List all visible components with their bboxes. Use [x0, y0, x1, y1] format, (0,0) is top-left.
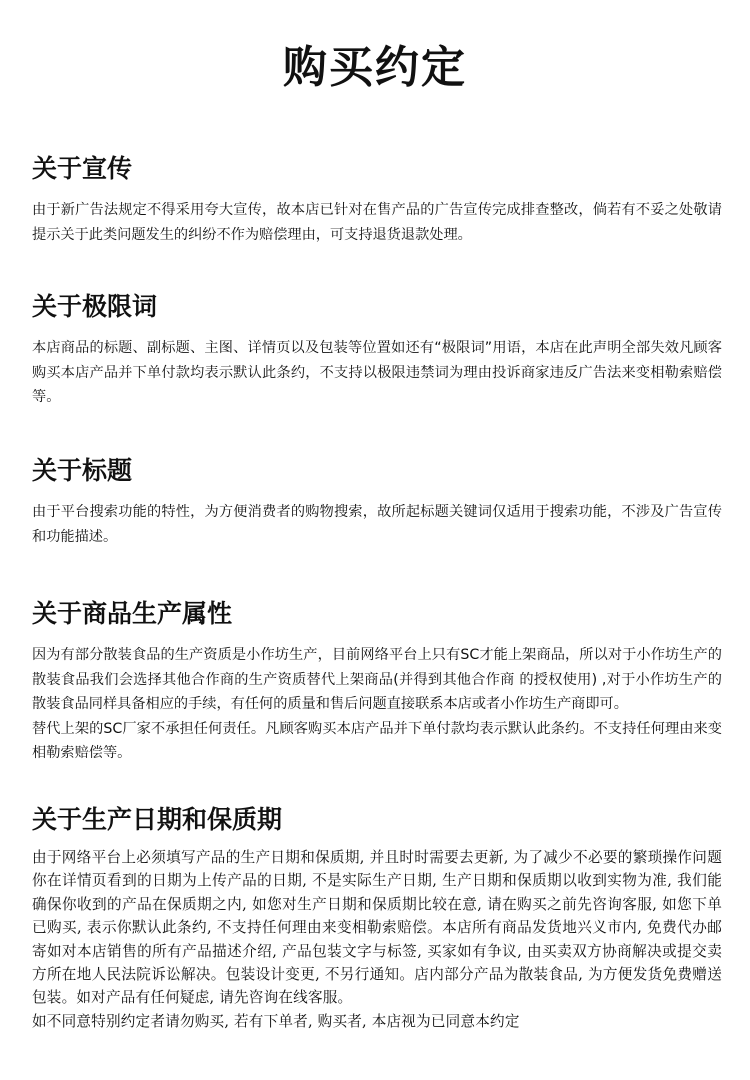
- section-production-date-shelf-life: [32, 803, 722, 1033]
- section-heading: 关于商品生产属性: [32, 599, 233, 628]
- section-body: [32, 846, 722, 1033]
- paragraph: 本店商品的标题、副标题、主图、详情页以及包装等位置如还有“极限词”用语，本店在此声明全部失效凡顾客购买本店产品并下单付款均表示默认此条约，不支持以极限违禁词为理由投诉商家违反广告法来变相勒索赔偿等。: [32, 340, 722, 405]
- paragraph: 由于平台搜索功能的特性，为方便消费者的购物搜索，故所起标题关键词仅适用于搜索功能，不涉及广告宣传和功能描述。: [32, 504, 722, 545]
- page-title: 购买约定: [283, 42, 467, 93]
- paragraph: 因为有部分散装食品的生产资质是小作坊生产，目前网络平台上只有SC才能上架商品，所以对于小作坊生产的散装食品我们会选择其他合作商的生产资质替代上架商品(并得到其他合作商 的授权使用) ,对于小作坊生产的散装食品同样具备相应的手续，有任何的质量和售后问题直接联系本店或者小作坊生产商即可。: [32, 647, 722, 712]
- section-heading: 关于生产日期和保质期: [32, 805, 283, 834]
- section-heading: 关于宣传: [32, 154, 133, 183]
- section-extreme-words: [32, 290, 722, 410]
- paragraph: 如不同意特别约定者请勿购买, 若有下单者, 购买者, 本店视为已同意本约定: [32, 1012, 520, 1030]
- section-titles: [32, 454, 722, 549]
- paragraph: 由于网络平台上必须填写产品的生产日期和保质期, 并且时时需要去更新, 为了减少不必要的繁琐操作问题你在详情页看到的日期为上传产品的日期, 不是实际生产日期, 生产日期和保质期以收到实物为准, 我们能确保你收到的产品在保质期之内, 如您对生产日期和保质期比较在意, 请在购买之前先咨询客服, 如您下单已购买, 表示你默认此条约, 不支持任何理由来变相勒索赔偿。本店所有商品发货地兴义市内, 免费代办邮寄如对本店销售的所有产品描述介绍, 产品包装文字与标签, 买家如有争议, 由买卖双方协商解决或提交卖方所在地人民法院诉讼解决。包装设计变更, 不另行通知。店内部分产品为散装食品, 为方便发货免费赠送包装。如对产品有任何疑虑, 请先咨询在线客服。: [32, 849, 722, 1007]
- section-body: [32, 336, 722, 410]
- paragraph: 替代上架的SC厂家不承担任何责任。凡顾客购买本店产品并下单付款均表示默认此条约。不支持任何理由来变相勒索赔偿等。: [32, 720, 722, 761]
- section-publicity: [32, 152, 722, 247]
- paragraph: 由于新广告法规定不得采用夸大宣传，故本店已针对在售产品的广告宣传完成排查整改，倘若有不妥之处敬请提示关于此类问题发生的纠纷不作为赔偿理由，可支持退货退款处理。: [32, 202, 722, 243]
- section-body: [32, 198, 722, 247]
- section-body: [32, 500, 722, 549]
- section-heading: 关于标题: [32, 456, 133, 485]
- section-production-attributes: [32, 597, 722, 766]
- section-body: [32, 643, 722, 766]
- section-heading: 关于极限词: [32, 292, 158, 321]
